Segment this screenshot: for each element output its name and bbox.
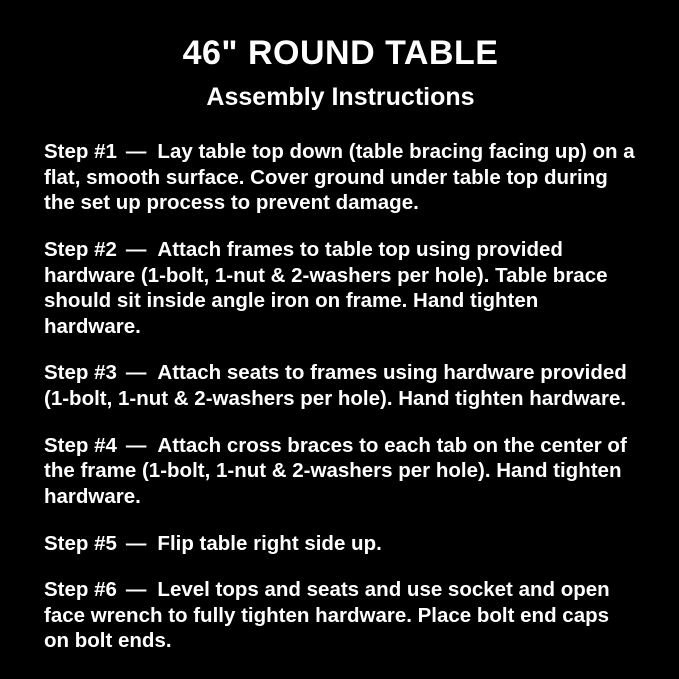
step-5-label: Step #5 — [44, 531, 117, 555]
step-2-text: Attach frames to table top using provided hardware (1-bolt, 1-nut & 2-washers per hole). Table brace should sit inside angle iron on frame. Hand tighten hardware. — [44, 237, 608, 338]
step-6-dash: — — [125, 578, 147, 602]
step-2-dash: — — [125, 237, 147, 261]
step-3 — [44, 360, 637, 411]
step-3-text: Attach seats to frames using hardware provided (1-bolt, 1-nut & 2-washers per hole). Hand tighten hardware. — [44, 361, 627, 410]
step-4-label: Step #4 — [44, 433, 117, 457]
step-1-text: Lay table top down (table bracing facing up) on a flat, smooth surface. Cover ground under table top during the set up process to prevent damage. — [44, 140, 635, 215]
step-5 — [44, 531, 637, 557]
step-5-text: Flip table right side up. — [157, 531, 382, 555]
step-4-text: Attach cross braces to each tab on the center of the frame (1-bolt, 1-nut & 2-washers per hole). Hand tighten hardware. — [44, 433, 627, 508]
step-1-dash: — — [125, 140, 147, 163]
step-2-label: Step #2 — [44, 237, 117, 261]
step-6-text: Level tops and seats and use socket and open face wrench to fully tighten hardware. Place bolt end caps on bolt ends. — [44, 578, 610, 653]
step-3-dash: — — [125, 361, 147, 385]
step-2 — [44, 237, 637, 340]
step-6-label: Step #6 — [44, 578, 117, 602]
step-4-dash: — — [125, 433, 147, 457]
step-5-dash: — — [125, 531, 147, 555]
step-1 — [44, 139, 637, 216]
step-1-label: Step #1 — [44, 140, 117, 163]
step-4 — [44, 433, 637, 510]
step-3-label: Step #3 — [44, 361, 117, 385]
step-6 — [44, 577, 637, 654]
page-subtitle: Assembly Instructions — [206, 83, 475, 111]
page-title: 46" ROUND TABLE — [182, 34, 499, 72]
